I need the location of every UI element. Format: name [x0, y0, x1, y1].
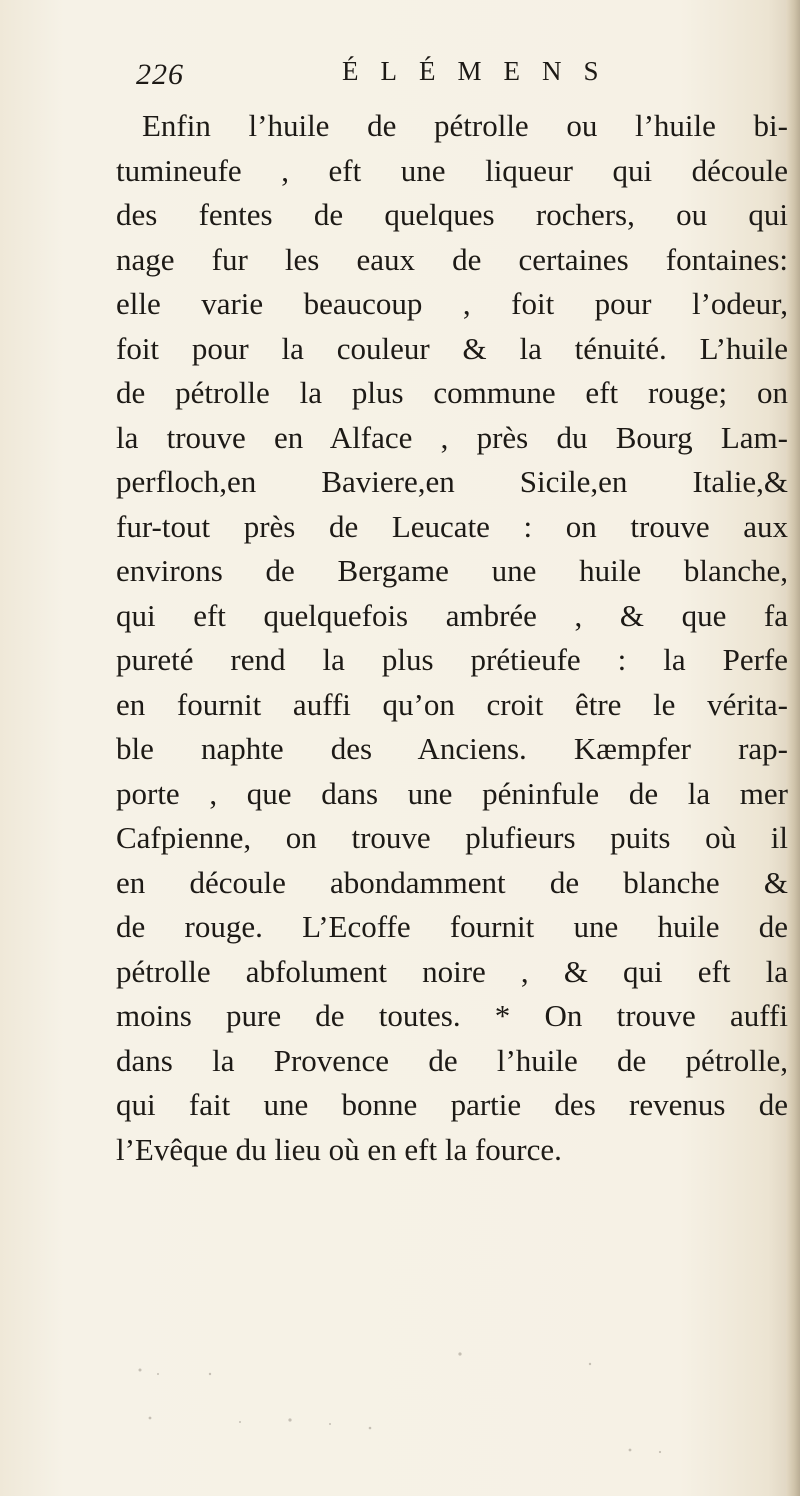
text-line: perfloch,en Baviere,en Sicile,en Italie,& [116, 464, 788, 499]
text-line: dans la Provence de l’huile de pétrolle, [116, 1042, 788, 1078]
text-line: de pétrolle la plus commune eft rouge; on [116, 375, 788, 410]
text-line: en découle abondamment de blanche & [116, 864, 788, 900]
text-line: tumineufe , eft une liqueur qui découle [116, 152, 788, 188]
text-line: moins pure de toutes. * On trouve auffi [116, 998, 788, 1033]
page-number: 226 [136, 58, 184, 91]
text-line: des fentes de quelques rochers, ou qui [116, 197, 788, 232]
text-line: l’Evêque du lieu où en eft la fource. [116, 1131, 562, 1167]
text-line: qui fait une bonne partie des revenus de [116, 1087, 788, 1122]
text-line: ble naphte des Anciens. Kæmpfer rap- [116, 731, 788, 766]
text-line: Enfin l’huile de pétrolle ou l’huile bi- [142, 108, 788, 143]
text-line: pureté rend la plus prétieufe : la Perfe [116, 642, 788, 677]
text-line: Cafpienne, on trouve plufieurs puits où il [116, 820, 788, 855]
page-edge [786, 0, 800, 1496]
body-text [116, 104, 788, 1172]
bleed-through-marks [120, 1340, 680, 1470]
text-line: la trouve en Alface , près du Bourg Lam- [116, 419, 788, 455]
text-line: elle varie beaucoup , foit pour l’odeur, [116, 286, 788, 321]
running-title: ÉLÉMENS [342, 56, 621, 86]
text-line: nage fur les eaux de certaines fontaines: [116, 241, 788, 277]
text-line: pétrolle abfolument noire , & qui eft la [116, 953, 788, 989]
text-line: qui eft quelquefois ambrée , & que fa [116, 597, 788, 633]
text-line: porte , que dans une péninfule de la mer [116, 775, 788, 811]
page-header [136, 50, 676, 94]
text-line: fur-tout près de Leucate : on trouve aux [116, 508, 788, 544]
text-line: foit pour la couleur & la ténuité. L’huile [116, 330, 788, 366]
text-line: de rouge. L’Ecoffe fournit une huile de [116, 909, 788, 944]
text-line: environs de Bergame une huile blanche, [116, 553, 788, 588]
text-line: en fournit auffi qu’on croit être le vérita- [116, 686, 788, 722]
